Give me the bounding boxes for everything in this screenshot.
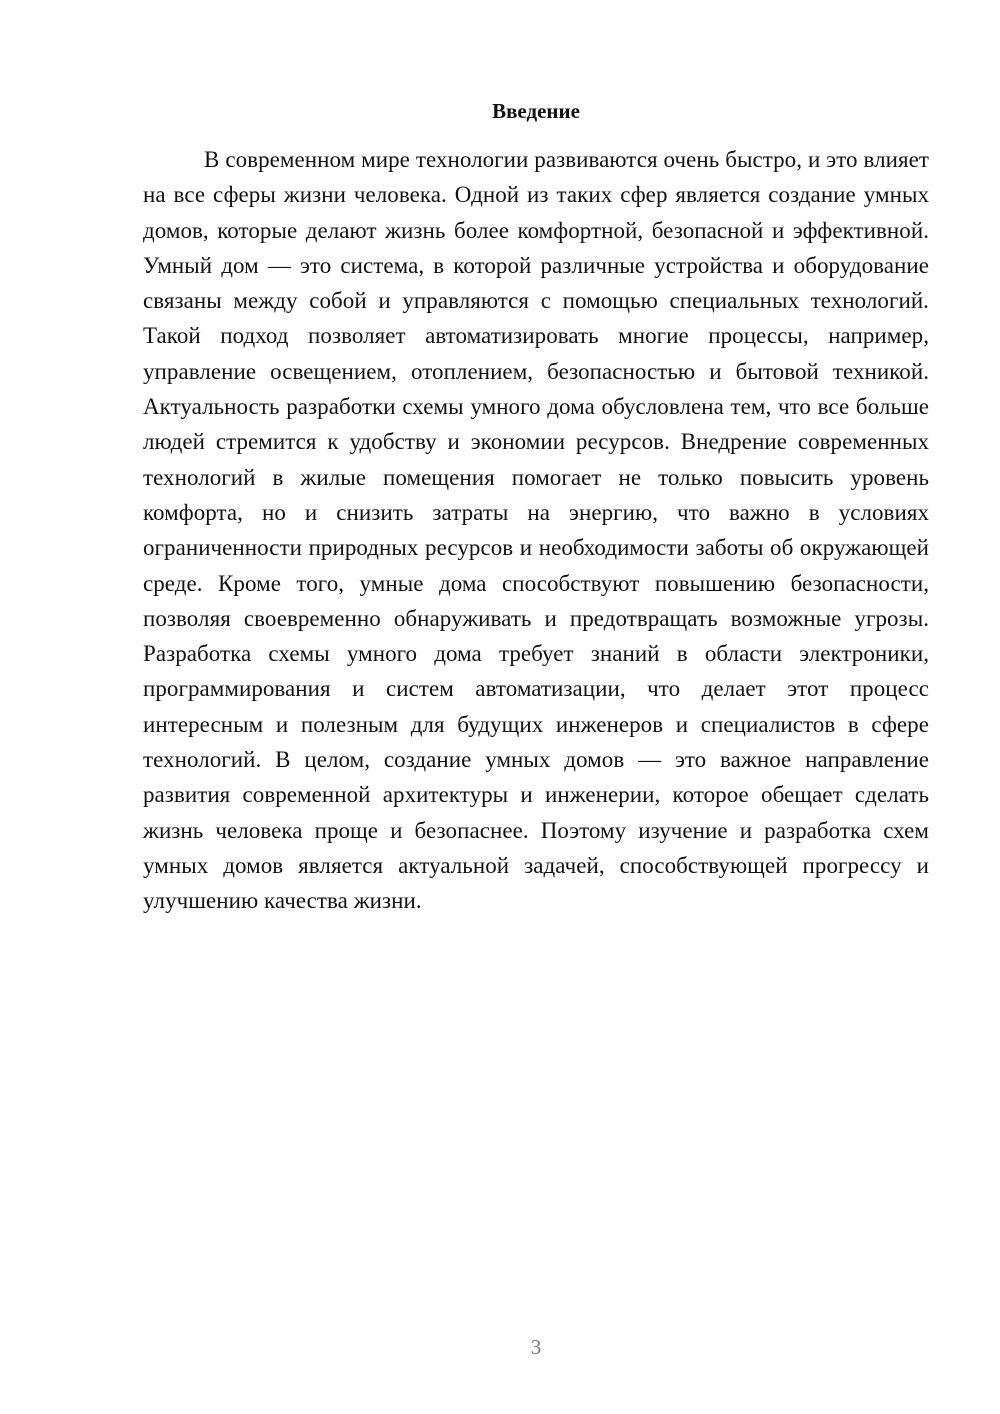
page-number: 3 — [530, 1335, 542, 1359]
body-paragraph: В современном мире технологии развиваются очень быстро, и это влияет на все сферы жизни человека. Одной из таких сфер является создание умных домов, которые делают жизнь более комфортной, безопасной и эффективной. Умный дом — это система, в которой различные устройства и оборудование связаны между собой и управляются с помощью специальных технологий. Такой подход позволяет автоматизировать многие процессы, например, управление освещением, отоплением, безопасностью и бытовой техникой. Актуальность разработки схемы умного дома обусловлена тем, что все больше людей стремится к удобству и экономии ресурсов. Внедрение современных технологий в жилые помещения помогает не только повысить уровень комфорта, но и снизить затраты на энергию, что важно в условиях ограниченности природных ресурсов и необходимости заботы об окружающей среде. Кроме того, умные дома способствуют повышению безопасности, позволяя своевременно обнаруживать и предотвращать возможные угрозы. Разработка схемы умного дома требует знаний в области электроники, программирования и систем автоматизации, что делает этот процесс интересным и полезным для будущих инженеров и специалистов в сфере технологий. В целом, создание умных домов — это важное направление развития современной архитектуры и инженерии, которое обещает сделать жизнь человека проще и безопаснее. Поэтому изучение и разработка схем умных домов является актуальной задачей, способствующей прогрессу и улучшению качества жизни. — [143, 147, 929, 914]
page-title: Введение — [492, 99, 580, 123]
